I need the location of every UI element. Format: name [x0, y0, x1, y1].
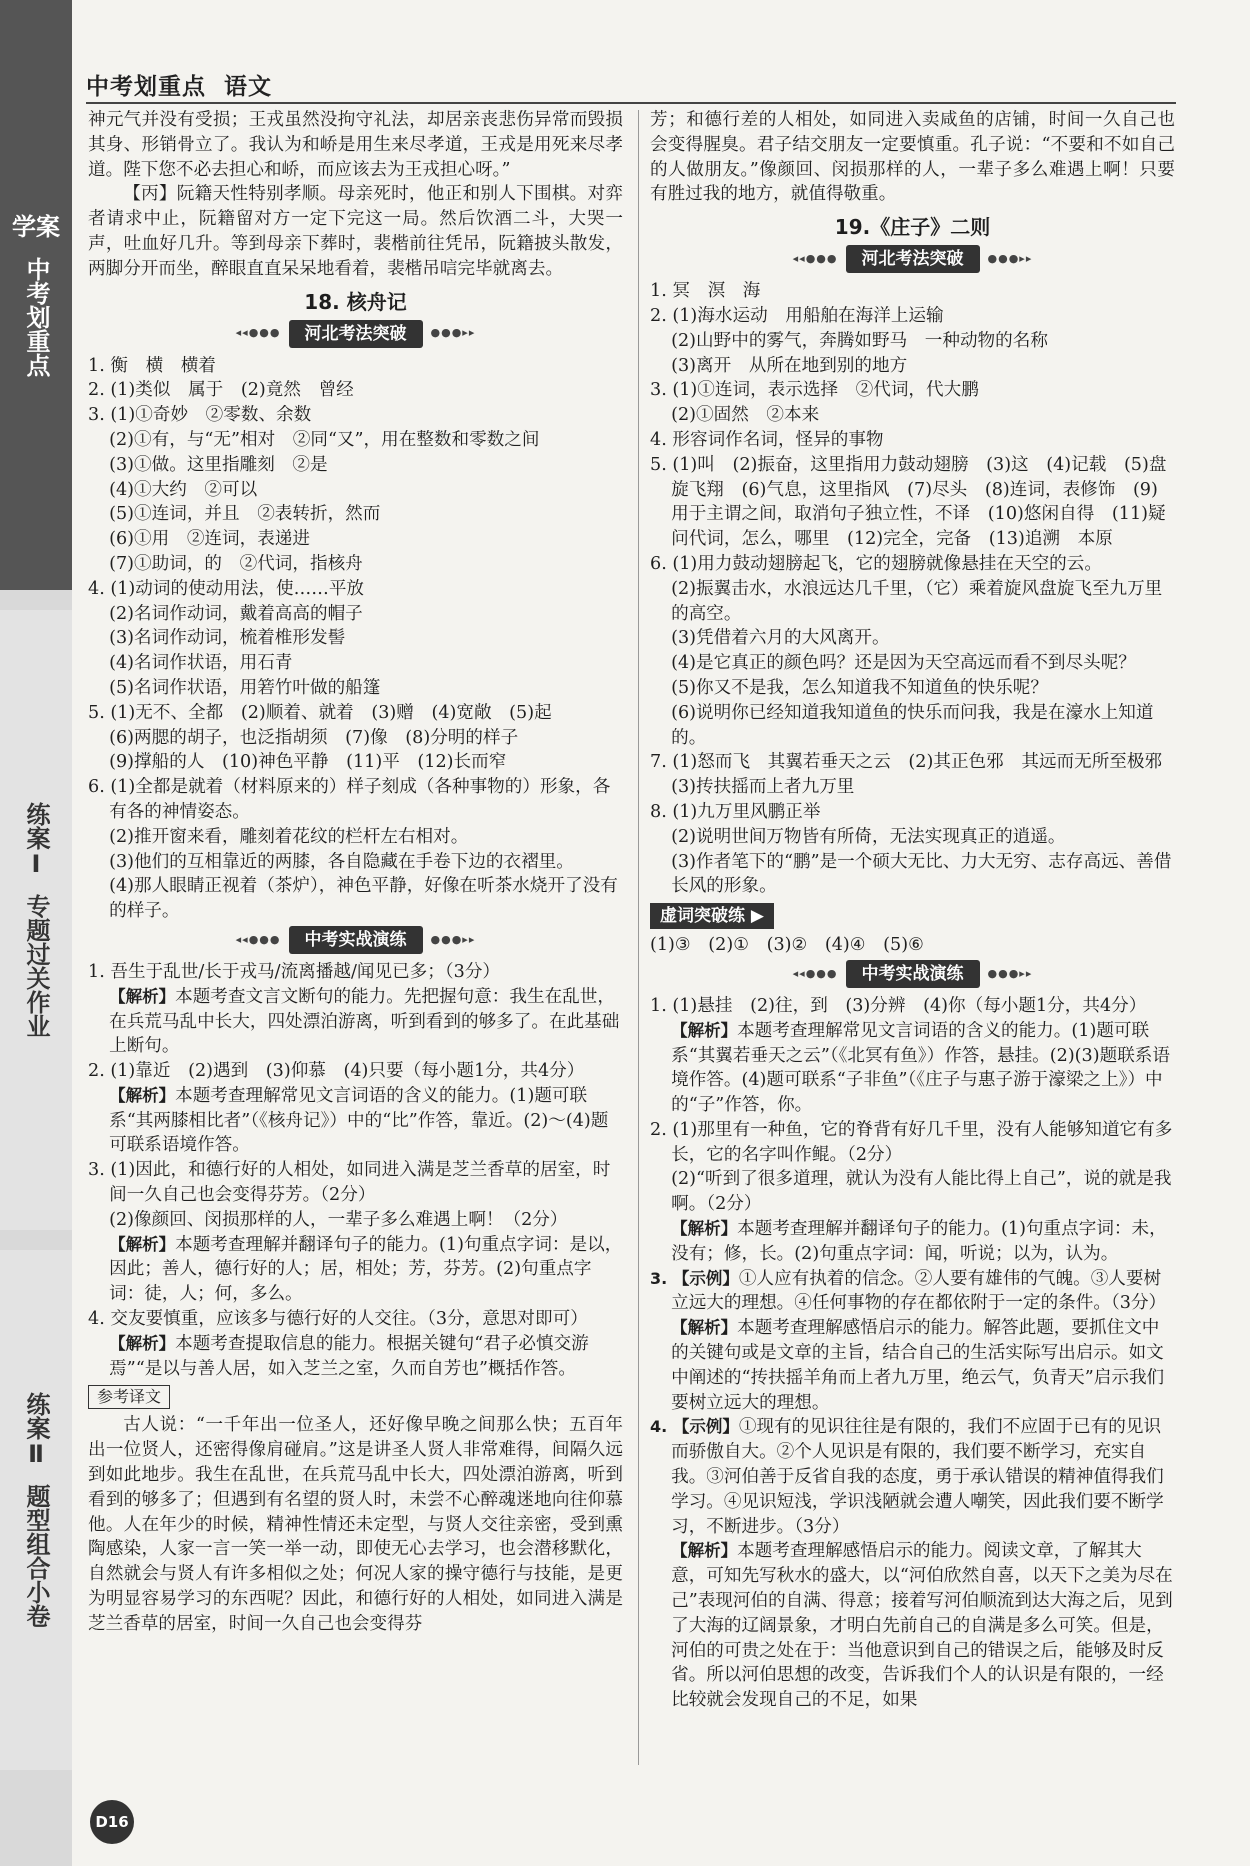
- answer-line: (5)你又不是我，怎么知道我不知道鱼的快乐呢？: [671, 677, 1048, 698]
- example-text: ①人应有执着的信念。②人要有雄伟的气魄。③人要树立远大的理想。④任何事物的存在都依附于一定的条件。（3分）: [671, 1268, 1167, 1314]
- answer-line: (2)像颜回、闵损那样的人，一辈子多么难遇上啊！（2分）: [109, 1209, 568, 1230]
- passage-text: 神元气并没有受损；王戎虽然没拘守礼法，却居亲丧悲伤异常而毁损其身、形销骨立了。我认为和峤是用生来尽孝道，王戎是用死来尽孝道。陛下您不必去担心和峤，而应该去为王戎担心呀。”: [88, 110, 623, 180]
- analysis-paragraph: [88, 985, 623, 1059]
- answer-line: (2)“听到了很多道理，就认为没有人能比得上自己”，说的就是我啊。（2分）: [671, 1169, 1172, 1215]
- banner-label: 中考实战演练: [846, 960, 980, 988]
- answer-line: (2)振翼击水，水浪远达几千里，（它）乘着旋风盘旋飞至九万里的高空。: [671, 578, 1163, 624]
- answer-line: 5. (1)无不、全都 (2)顺着、就着 (3)赠 (4)宽敞 (5)起: [88, 702, 552, 723]
- analysis-tag: 【解析】: [109, 1085, 176, 1105]
- function-word-practice-tag: 虚词突破练 ▶: [650, 903, 774, 929]
- analysis-paragraph: [88, 1084, 623, 1158]
- answer-line: 6. (1)用力鼓动翅膀起飞，它的翅膀就像悬挂在天空的云。: [650, 553, 1102, 574]
- answer-line: (3)他们的互相靠近的两膝，各自隐藏在手卷下边的衣褶里。: [109, 851, 574, 872]
- subject-title: 语文: [224, 74, 272, 100]
- answer-line: (6)两腮的胡子，也泛指胡须 (7)像 (8)分明的样子: [109, 727, 519, 748]
- analysis-text: 本题考查理解并翻译句子的能力。(1)句重点字词：是以，因此；善人，德行好的人；居，相处；芳，芬芳。(2)句重点字词：徒，人；何，多么。: [109, 1234, 623, 1305]
- book-title: 中考划重点: [86, 74, 206, 100]
- passage-text: 【丙】阮籍天性特别孝顺。母亲死时，他正和别人下围棋。对弈者请求中止，阮籍留对方一定下完这一局。然后饮酒二斗，大哭一声，吐血好几升。等到母亲下葬时，裴楷前往凭吊，阮籍披头散发，两脚分开而坐，醉眼直直呆呆地看着，裴楷吊唁完毕就离去。: [88, 184, 623, 279]
- header-rule: [86, 102, 1176, 104]
- banner-label: 河北考法突破: [846, 245, 980, 273]
- answer-line: (3)离开 从所在地到别的地方: [671, 355, 908, 376]
- analysis-text: 本题考查理解感悟启示的能力。阅读文章，了解其大意，可知先写秋水的盛大，以“河伯欣然自喜，以天下之美为尽在己”表现河伯的自满、得意；接着写河伯顺流到达大海之后，见到了大海的辽阔景象，才明白先前自己的自满是多么可笑。但是，河伯的可贵之处在于：当他意识到自己的错误之后，能够及时反省。所以河伯思想的改变，告诉我们个人的认识是有限的，一经比较就会发现自己的不足，如果: [671, 1541, 1173, 1711]
- banner-label: 中考实战演练: [289, 926, 423, 954]
- banner-dots-left: ◂◂●●●: [792, 251, 838, 265]
- answer-line: 1. 吾生于乱世/长于戎马/流离播越/闻见已多；（3分）: [88, 961, 501, 982]
- analysis-text: 本题考查理解并翻译句子的能力。(1)句重点字词：未，没有；修，长。(2)句重点字词：闻，听说；以为，认为。: [671, 1219, 1167, 1264]
- analysis-tag: 【解析】: [671, 1219, 738, 1239]
- sidebar-section-lianan2: [0, 1250, 72, 1770]
- section-banner: [88, 926, 623, 954]
- analysis-text: 本题考查理解常见文言词语的含义的能力。(1)题可联系“其两膝相比者”（《核舟记》）中的“比”作答，靠近。(2)～(4)题可联系语境作答。: [109, 1085, 609, 1156]
- answer-line: 1. 衡 横 横着: [88, 355, 216, 376]
- answer-line: (4)名词作状语，用石青: [109, 653, 293, 674]
- example-tag: 【示例】: [672, 1417, 739, 1437]
- answer-line: [650, 1415, 1175, 1539]
- section-title: 19.《庄子》二则: [834, 215, 991, 240]
- answer-line: (4)那人眼睛正视着（茶炉），神色平静，好像在听茶水烧开了没有的样子。: [109, 876, 618, 922]
- banner-dots-right: ●●●▸▸: [430, 932, 476, 946]
- answer-line: (3)①做。这里指雕刻 ②是: [109, 454, 328, 475]
- column-divider: [638, 110, 639, 1765]
- sidebar-section-lianan1: [0, 610, 72, 1230]
- analysis-paragraph: [650, 1316, 1175, 1415]
- sidebar-label: 练案Ⅱ: [22, 1392, 50, 1468]
- answer-line: (7)①助词，的 ②代词，指核舟: [109, 553, 363, 574]
- passage-text: 芳；和德行差的人相处，如同进入卖咸鱼的店铺，时间一久自己也会变得腥臭。君子结交朋友一定要慎重。孔子说：“不要和不如自己的人做朋友。”像颜回、闵损那样的人，一辈子多么难遇上啊！只要有胜过我的地方，就值得敬重。: [650, 110, 1175, 205]
- section-banner: [650, 960, 1175, 988]
- banner-label: 河北考法突破: [289, 320, 423, 348]
- answer-line: 2. (1)那里有一种鱼，它的脊背有好几千里，没有人能够知道它有多长，它的名字叫作鲲。（2分）: [650, 1119, 1173, 1165]
- analysis-text: 本题考查提取信息的能力。根据关键句“君子必慎交游焉”“是以与善人居，如入芝兰之室，久而自芳也”概括作答。: [109, 1333, 589, 1379]
- banner-dots-left: ◂◂●●●: [792, 966, 838, 980]
- analysis-tag: 【解析】: [109, 1234, 176, 1254]
- banner-dots-right: ●●●▸▸: [987, 251, 1033, 265]
- sidebar-section-xuean: [0, 0, 72, 590]
- answer-line: 6. (1)全都是就着（材料原来的）样子刻成（各种事物的）形象，各有各的神情姿态。: [88, 777, 611, 822]
- answer-line: (9)撑船的人 (10)神色平静 (11)平 (12)长而窄: [109, 752, 507, 773]
- answer-line: (3)凭借着六月的大风离开。: [671, 628, 890, 649]
- answer-line: (6)①用 ②连词，表递进: [109, 529, 310, 550]
- section-title: 18. 核舟记: [304, 289, 407, 314]
- analysis-paragraph: [650, 1217, 1175, 1267]
- banner-dots-right: ●●●▸▸: [987, 966, 1033, 980]
- answer-line: [650, 1267, 1175, 1317]
- sidebar-label: 学案: [12, 213, 60, 241]
- example-tag: 【示例】: [672, 1268, 739, 1288]
- answer-line: 1. (1)悬挂 (2)往，到 (3)分辨 (4)你（每小题1分，共4分）: [650, 995, 1147, 1016]
- answer-line: 4. 交友要慎重，应该多与德行好的人交往。（3分，意思对即可）: [88, 1309, 588, 1330]
- question-number: 3.: [650, 1268, 668, 1288]
- answer-line: 4. (1)动词的使动用法，使……平放: [88, 578, 365, 599]
- sidebar-label: 专题过关作业: [22, 894, 50, 1038]
- answer-line: 3. (1)因此，和德行好的人相处，如同进入满是芝兰香草的居室，时间一久自己也会变得芬芳。（2分）: [88, 1160, 611, 1206]
- banner-dots-left: ◂◂●●●: [235, 932, 281, 946]
- answer-line: 5. (1)叫 (2)振奋，这里指用力鼓动翅膀 (3)这 (4)记载 (5)盘旋飞翔 (6)气息，这里指风 (7)尽头 (8)连词，表修饰 (9)用于主谓之间，取消句子独立性，不译 (10)悠闲自得 (11)疑问代词，怎么，哪里 (12)完全，完备 (13)追溯 本原: [650, 454, 1167, 550]
- answer-line: (2)①固然 ②本来: [671, 405, 820, 426]
- banner-dots-right: ●●●▸▸: [430, 326, 476, 340]
- analysis-text: 本题考查文言文断句的能力。先把握句意：我生在乱世，在兵荒马乱中长大，四处漂泊游离，听到看到的够多了。在此基础上断句。: [109, 986, 620, 1057]
- sidebar-label: 题型组合小卷: [22, 1484, 50, 1628]
- answer-line: 3. (1)①连词，表示选择 ②代词，代大鹏: [650, 380, 979, 401]
- answer-line: (2)名词作动词，戴着高高的帽子: [109, 603, 363, 624]
- answer-line: (2)山野中的雾气，奔腾如野马 一种动物的名称: [671, 330, 1048, 351]
- section-banner: [650, 245, 1175, 273]
- answer-line: (5)名词作状语，用箬竹叶做的船篷: [109, 677, 381, 698]
- answer-line: (5)①连词，并且 ②表转折，然而: [109, 504, 381, 525]
- sidebar: [0, 0, 72, 1866]
- answer-line: 7. (1)怒而飞 其翼若垂天之云 (2)其正色邪 其远而无所至极邪 (3)抟扶摇而上者九万里: [650, 752, 1180, 798]
- banner-dots-left: ◂◂●●●: [235, 326, 281, 340]
- sidebar-label: 练案Ⅰ: [22, 802, 50, 878]
- left-column: [88, 108, 623, 1637]
- answer-line: (1)③ (2)① (3)② (4)④ (5)⑥: [650, 935, 924, 956]
- answer-line: 2. (1)靠近 (2)遇到 (3)仰慕 (4)只要（每小题1分，共4分）: [88, 1061, 585, 1082]
- answer-line: (6)说明你已经知道我知道鱼的快乐而问我，我是在濠水上知道的。: [671, 702, 1154, 748]
- answer-line: 2. (1)类似 属于 (2)竟然 曾经: [88, 380, 354, 401]
- section-banner: [88, 320, 623, 348]
- page-number: D16: [90, 1800, 134, 1844]
- answer-line: (4)是它真正的颜色吗？还是因为天空高远而看不到尽头呢？: [671, 653, 1136, 674]
- answer-line: (3)作者笔下的“鹏”是一个硕大无比、力大无穷、志存高远、善借长风的形象。: [671, 851, 1172, 897]
- answer-line: (2)推开窗来看，雕刻着花纹的栏杆左右相对。: [109, 826, 469, 847]
- reference-translation: 古人说：“一千年出一位圣人，还好像早晚之间那么快；五百年出一位贤人，还密得像肩碰肩。”这是讲圣人贤人非常难得，间隔久远到如此地步。我生在乱世，在兵荒马乱中长大，四处漂泊游离，听到看到的够多了；但遇到有名望的贤人时，未尝不心醉魂迷地向往仰慕他。人在年少的时候，精神性情还未定型，与贤人交往亲密，受到熏陶感染，人家一言一笑一举一动，即使无心去学习，也会潜移默化，自然就会与贤人有许多相似之处；何况人家的操守德行与技能，是更为明显容易学习的东西呢？因此，和德行好的人相处，如同进入满是芝兰香草的居室，时间一久自己也会变得芬: [88, 1415, 623, 1634]
- analysis-paragraph: [88, 1233, 623, 1307]
- example-text: ①现有的见识往往是有限的，我们不应固于已有的见识而骄傲自大。②个人见识是有限的，我们要不断学习，充实自我。③河伯善于反省自我的态度，勇于承认错误的精神值得我们学习。④见识短浅，学识浅陋就会遭人嘲笑，因此我们要不断学习，不断进步。（3分）: [671, 1417, 1164, 1537]
- answer-line: (4)①大约 ②可以: [109, 479, 258, 500]
- answer-line: 4. 形容词作名词，怪异的事物: [650, 429, 884, 450]
- right-column: [650, 108, 1180, 1713]
- question-number: 4.: [650, 1417, 668, 1437]
- analysis-tag: 【解析】: [671, 1020, 738, 1040]
- analysis-text: 本题考查理解常见文言词语的含义的能力。(1)题可联系“其翼若垂天之云”（《北冥有鱼》）作答，悬挂。(2)(3)题联系语境作答。(4)题可联系“子非鱼”（《庄子与惠子游于濠梁之上》）中的“子”作答，你。: [671, 1020, 1170, 1116]
- answer-line: 2. (1)海水运动 用船舶在海洋上运输: [650, 305, 944, 326]
- answer-line: 8. (1)九万里风鹏正举: [650, 801, 821, 822]
- analysis-tag: 【解析】: [109, 986, 176, 1006]
- page-header: [86, 68, 290, 101]
- analysis-text: 本题考查理解感悟启示的能力。解答此题，要抓住文中的关键句或是文章的主旨，结合自己的生活实际写出启示。如文中阐述的“抟扶摇羊角而上者九万里，绝云气，负青天”启示我们要树立远大的理想。: [671, 1318, 1165, 1413]
- answer-line: 3. (1)①奇妙 ②零数、余数: [88, 405, 312, 426]
- analysis-tag: 【解析】: [671, 1318, 738, 1338]
- answer-line: 1. 冥 溟 海: [650, 281, 761, 302]
- analysis-tag: 【解析】: [671, 1541, 738, 1561]
- analysis-tag: 【解析】: [109, 1333, 176, 1353]
- analysis-paragraph: [650, 1539, 1175, 1713]
- answer-line: (2)说明世间万物皆有所倚，无法实现真正的逍遥。: [671, 826, 1066, 847]
- sidebar-label: 中考划重点: [22, 257, 50, 377]
- answer-line: (3)名词作动词，梳着椎形发髻: [109, 628, 346, 649]
- answer-line: (2)①有，与“无”相对 ②同“又”，用在整数和零数之间: [109, 429, 540, 450]
- analysis-paragraph: [650, 1019, 1175, 1118]
- reference-translation-tag: 参考译文: [88, 1385, 170, 1409]
- analysis-paragraph: [88, 1332, 623, 1382]
